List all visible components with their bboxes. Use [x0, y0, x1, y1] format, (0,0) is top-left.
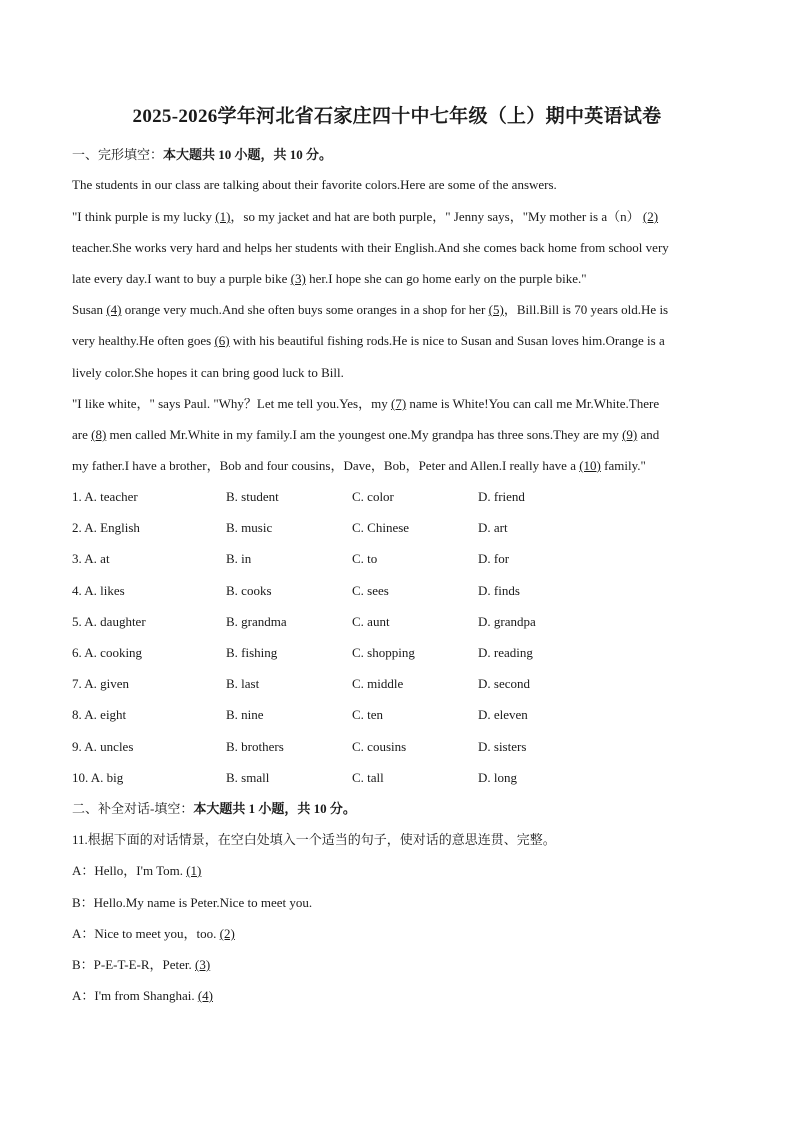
- dialogue-speaker: B：: [72, 895, 94, 910]
- option-c: C. to: [352, 551, 378, 566]
- passage-text: orange very much.And she often buys some oranges in a shop for her: [121, 302, 489, 317]
- passage-line: [72, 301, 732, 319]
- option-b: B. student: [226, 489, 279, 504]
- dialogue-speaker: A：: [72, 926, 95, 941]
- passage-text: ，so my jacket and hat are both purple，" Jenny says，"My mother is a（n）: [230, 209, 643, 224]
- passage-text: men called Mr.White in my family.I am the youngest one.My grandpa has three sons.They are my: [106, 427, 623, 442]
- option-a: 10. A. big: [72, 770, 124, 785]
- passage-blank: (6): [214, 333, 230, 348]
- dialogue-line: [72, 925, 732, 943]
- passage-text: teacher.She works very hard and helps her students with their English.And she comes back home from school very: [72, 240, 669, 255]
- option-b: B. music: [226, 520, 273, 535]
- passage-line: [72, 270, 732, 288]
- dialogue-text: Nice to meet you，too.: [94, 926, 220, 941]
- option-d: D. friend: [478, 489, 525, 504]
- option-a: 9. A. uncles: [72, 739, 134, 754]
- option-b: B. small: [226, 770, 270, 785]
- passage-line: [72, 176, 732, 194]
- option-c: C. middle: [352, 676, 404, 691]
- section-2-info: 本大题共 1 小题，共 10 分。: [193, 801, 356, 816]
- section-2-prefix: 二、补全对话-填空：: [72, 801, 194, 816]
- passage-text: are: [72, 427, 92, 442]
- option-c: C. sees: [352, 583, 389, 598]
- passage-blank: (7): [390, 396, 407, 411]
- dialogue-line: [72, 987, 732, 1005]
- option-b: B. last: [226, 676, 260, 691]
- dialogue-line: [72, 894, 732, 912]
- passage-text: The students in our class are talking about their favorite colors.Here are some of the answers.: [72, 177, 557, 192]
- option-b: B. cooks: [226, 583, 272, 598]
- option-c: C. aunt: [352, 614, 390, 629]
- passage-line: [72, 332, 732, 350]
- option-c: C. ten: [352, 707, 384, 722]
- passage-text: ，Bill.Bill is 70 years old.He is: [503, 302, 669, 317]
- passage-line: [72, 364, 732, 382]
- passage-text: name is White!You can call me Mr.White.There: [406, 396, 660, 411]
- passage-blank: (10): [579, 458, 601, 473]
- option-d: D. for: [478, 551, 510, 566]
- option-d: D. grandpa: [478, 614, 536, 629]
- section-2-instruction: 11.根据下面的对话情景，在空白处填入一个适当的句子，使对话的意思连贯、完整。: [72, 832, 556, 847]
- section-1-heading: [72, 146, 732, 164]
- option-a: 3. A. at: [72, 551, 110, 566]
- option-d: D. art: [478, 520, 508, 535]
- option-c: C. shopping: [352, 645, 415, 660]
- passage-blank: (8): [91, 427, 107, 442]
- section-2-heading: [72, 800, 732, 818]
- passage-text: very healthy.He often goes: [72, 333, 215, 348]
- option-a: 7. A. given: [72, 676, 130, 691]
- dialogue-line: [72, 956, 732, 974]
- passage-text: her.I hope she can go home early on the purple bike.": [305, 271, 587, 286]
- passage-text: Susan: [72, 302, 107, 317]
- option-b: B. fishing: [226, 645, 278, 660]
- option-d: D. long: [478, 770, 517, 785]
- dialogue-blank: (2): [219, 926, 235, 941]
- option-d: D. finds: [478, 583, 520, 598]
- dialogue-speaker: A：: [72, 863, 95, 878]
- passage-blank: (3): [290, 271, 306, 286]
- option-a: 5. A. daughter: [72, 614, 146, 629]
- dialogue-blank: (4): [197, 988, 213, 1003]
- section-1-info: 本大题共 10 小题，共 10 分。: [163, 147, 333, 162]
- passage-blank: (9): [622, 427, 638, 442]
- passage-blank: (2): [642, 209, 659, 224]
- dialogue-text: P-E-T-E-R，Peter.: [93, 957, 196, 972]
- dialogue-blank: (3): [195, 957, 211, 972]
- passage-text: "I think purple is my lucky: [72, 209, 216, 224]
- dialogue-blank: (1): [186, 863, 202, 878]
- option-a: 8. A. eight: [72, 707, 127, 722]
- dialogue-line: [72, 862, 732, 880]
- section-1-prefix: 一、完形填空：: [72, 147, 164, 162]
- passage-text: lively color.She hopes it can bring good luck to Bill.: [72, 365, 344, 380]
- option-b: B. nine: [226, 707, 264, 722]
- option-a: 2. A. English: [72, 520, 140, 535]
- option-d: D. second: [478, 676, 530, 691]
- dialogue-speaker: A：: [72, 988, 95, 1003]
- passage-text: with his beautiful fishing rods.He is nice to Susan and Susan loves him.Orange is a: [229, 333, 665, 348]
- passage-line: [72, 457, 732, 475]
- option-a: 1. A. teacher: [72, 489, 138, 504]
- dialogue-speaker: B：: [72, 957, 94, 972]
- passage-blank: (4): [106, 302, 122, 317]
- passage-line: [72, 426, 732, 444]
- passage-line: [72, 395, 732, 413]
- option-d: D. sisters: [478, 739, 527, 754]
- dialogue-text: I'm from Shanghai.: [94, 988, 198, 1003]
- option-b: B. in: [226, 551, 252, 566]
- passage-text: "I like white，" says Paul. "Why？Let me tell you.Yes，my: [72, 396, 391, 411]
- passage-text: family.": [600, 458, 646, 473]
- option-d: D. reading: [478, 645, 533, 660]
- option-a: 6. A. cooking: [72, 645, 143, 660]
- option-c: C. color: [352, 489, 394, 504]
- option-a: 4. A. likes: [72, 583, 125, 598]
- passage-blank: (1): [215, 209, 231, 224]
- dialogue-text: Hello.My name is Peter.Nice to meet you.: [93, 895, 313, 910]
- option-c: C. tall: [352, 770, 384, 785]
- exam-title: 2025-2026学年河北省石家庄四十中七年级（上）期中英语试卷: [132, 106, 662, 127]
- passage-line: [72, 208, 732, 226]
- dialogue-text: Hello，I'm Tom.: [94, 863, 187, 878]
- passage-text: my father.I have a brother，Bob and four cousins，Dave，Bob，Peter and Allen.I really have a: [72, 458, 580, 473]
- passage-text: and: [637, 427, 660, 442]
- option-d: D. eleven: [478, 707, 528, 722]
- passage-blank: (5): [488, 302, 504, 317]
- option-b: B. grandma: [226, 614, 287, 629]
- option-c: C. cousins: [352, 739, 407, 754]
- passage-text: late every day.I want to buy a purple bike: [72, 271, 291, 286]
- option-b: B. brothers: [226, 739, 284, 754]
- passage-line: [72, 239, 732, 257]
- option-c: C. Chinese: [352, 520, 410, 535]
